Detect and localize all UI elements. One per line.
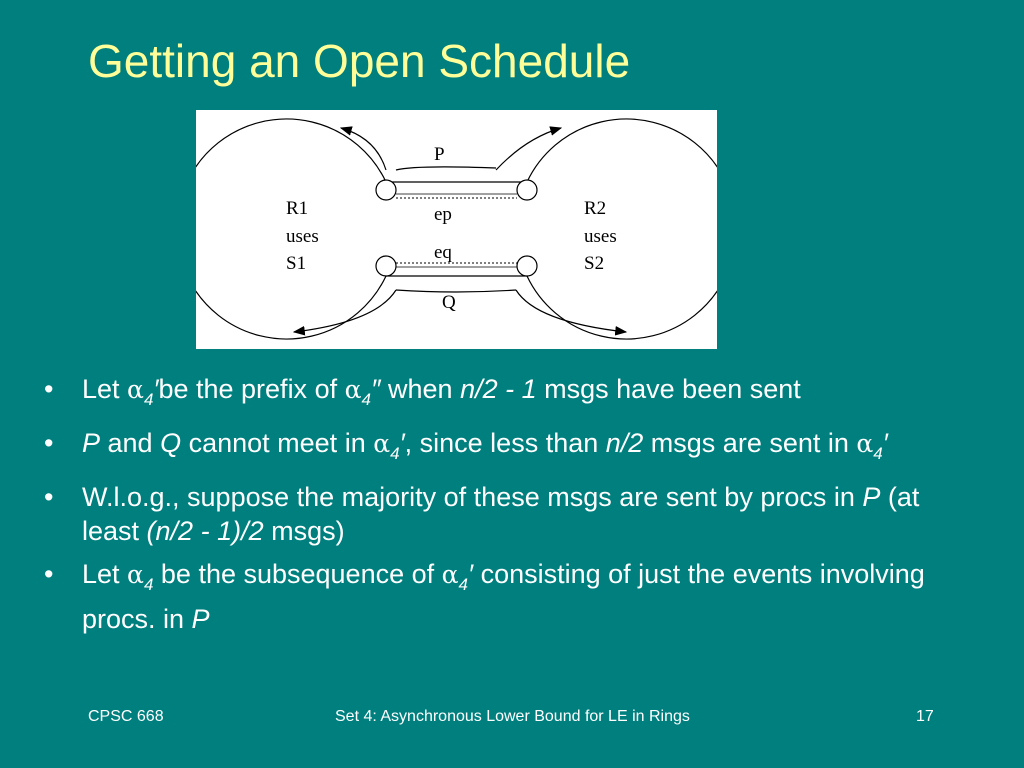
right-ring-line-3: S2 bbox=[584, 253, 605, 274]
label-q: Q bbox=[442, 292, 456, 313]
left-ring-line-1: R1 bbox=[286, 198, 309, 219]
right-ring-outline bbox=[527, 119, 717, 339]
bullet-dot: • bbox=[44, 374, 54, 404]
bullet-list bbox=[44, 372, 964, 645]
arrow-bottom-left bbox=[294, 290, 396, 332]
footer-page-number: 17 bbox=[916, 708, 934, 725]
slide-title: Getting an Open Schedule bbox=[88, 35, 631, 87]
bullet-dot: • bbox=[44, 482, 54, 512]
node-left-top bbox=[376, 180, 396, 200]
label-p: P bbox=[434, 144, 445, 165]
bullet-item: • Let $\alpha_4'be$ the prefix of $\alpha_4''$ when n/2 - 1 msgs have been sent bbox=[44, 374, 801, 409]
node-left-bottom bbox=[376, 256, 396, 276]
label-ep: ep bbox=[434, 204, 452, 225]
arrow-bottom-right bbox=[516, 290, 626, 332]
node-right-top bbox=[517, 180, 537, 200]
arrow-top-left bbox=[341, 128, 386, 170]
node-right-bottom bbox=[517, 256, 537, 276]
label-eq: eq bbox=[434, 242, 452, 263]
bullet-item: • Let $\alpha_4$ be the subsequence of $\alpha_4'$ consisting of just the events involving procs. in P bbox=[44, 559, 925, 634]
bullet-item: • P and Q cannot meet in $\alpha_4'$, since less than n/2 msgs are sent in $\alpha_4'$ bbox=[44, 428, 888, 463]
footer-course: CPSC 668 bbox=[88, 708, 164, 725]
left-ring-line-3: S1 bbox=[286, 253, 307, 274]
bullet-dot: • bbox=[44, 559, 54, 589]
ring-diagram bbox=[196, 110, 717, 349]
left-ring-line-2: uses bbox=[286, 226, 319, 247]
footer-set-title: Set 4: Asynchronous Lower Bound for LE in Rings bbox=[335, 708, 690, 725]
bullet-dot: • bbox=[44, 428, 54, 458]
bullet-item: • W.l.o.g., suppose the majority of these msgs are sent by procs in P (at least (n/2 - 1)/2 msgs) bbox=[44, 482, 920, 546]
right-ring-line-2: uses bbox=[584, 226, 617, 247]
right-ring-line-1: R2 bbox=[584, 198, 607, 219]
